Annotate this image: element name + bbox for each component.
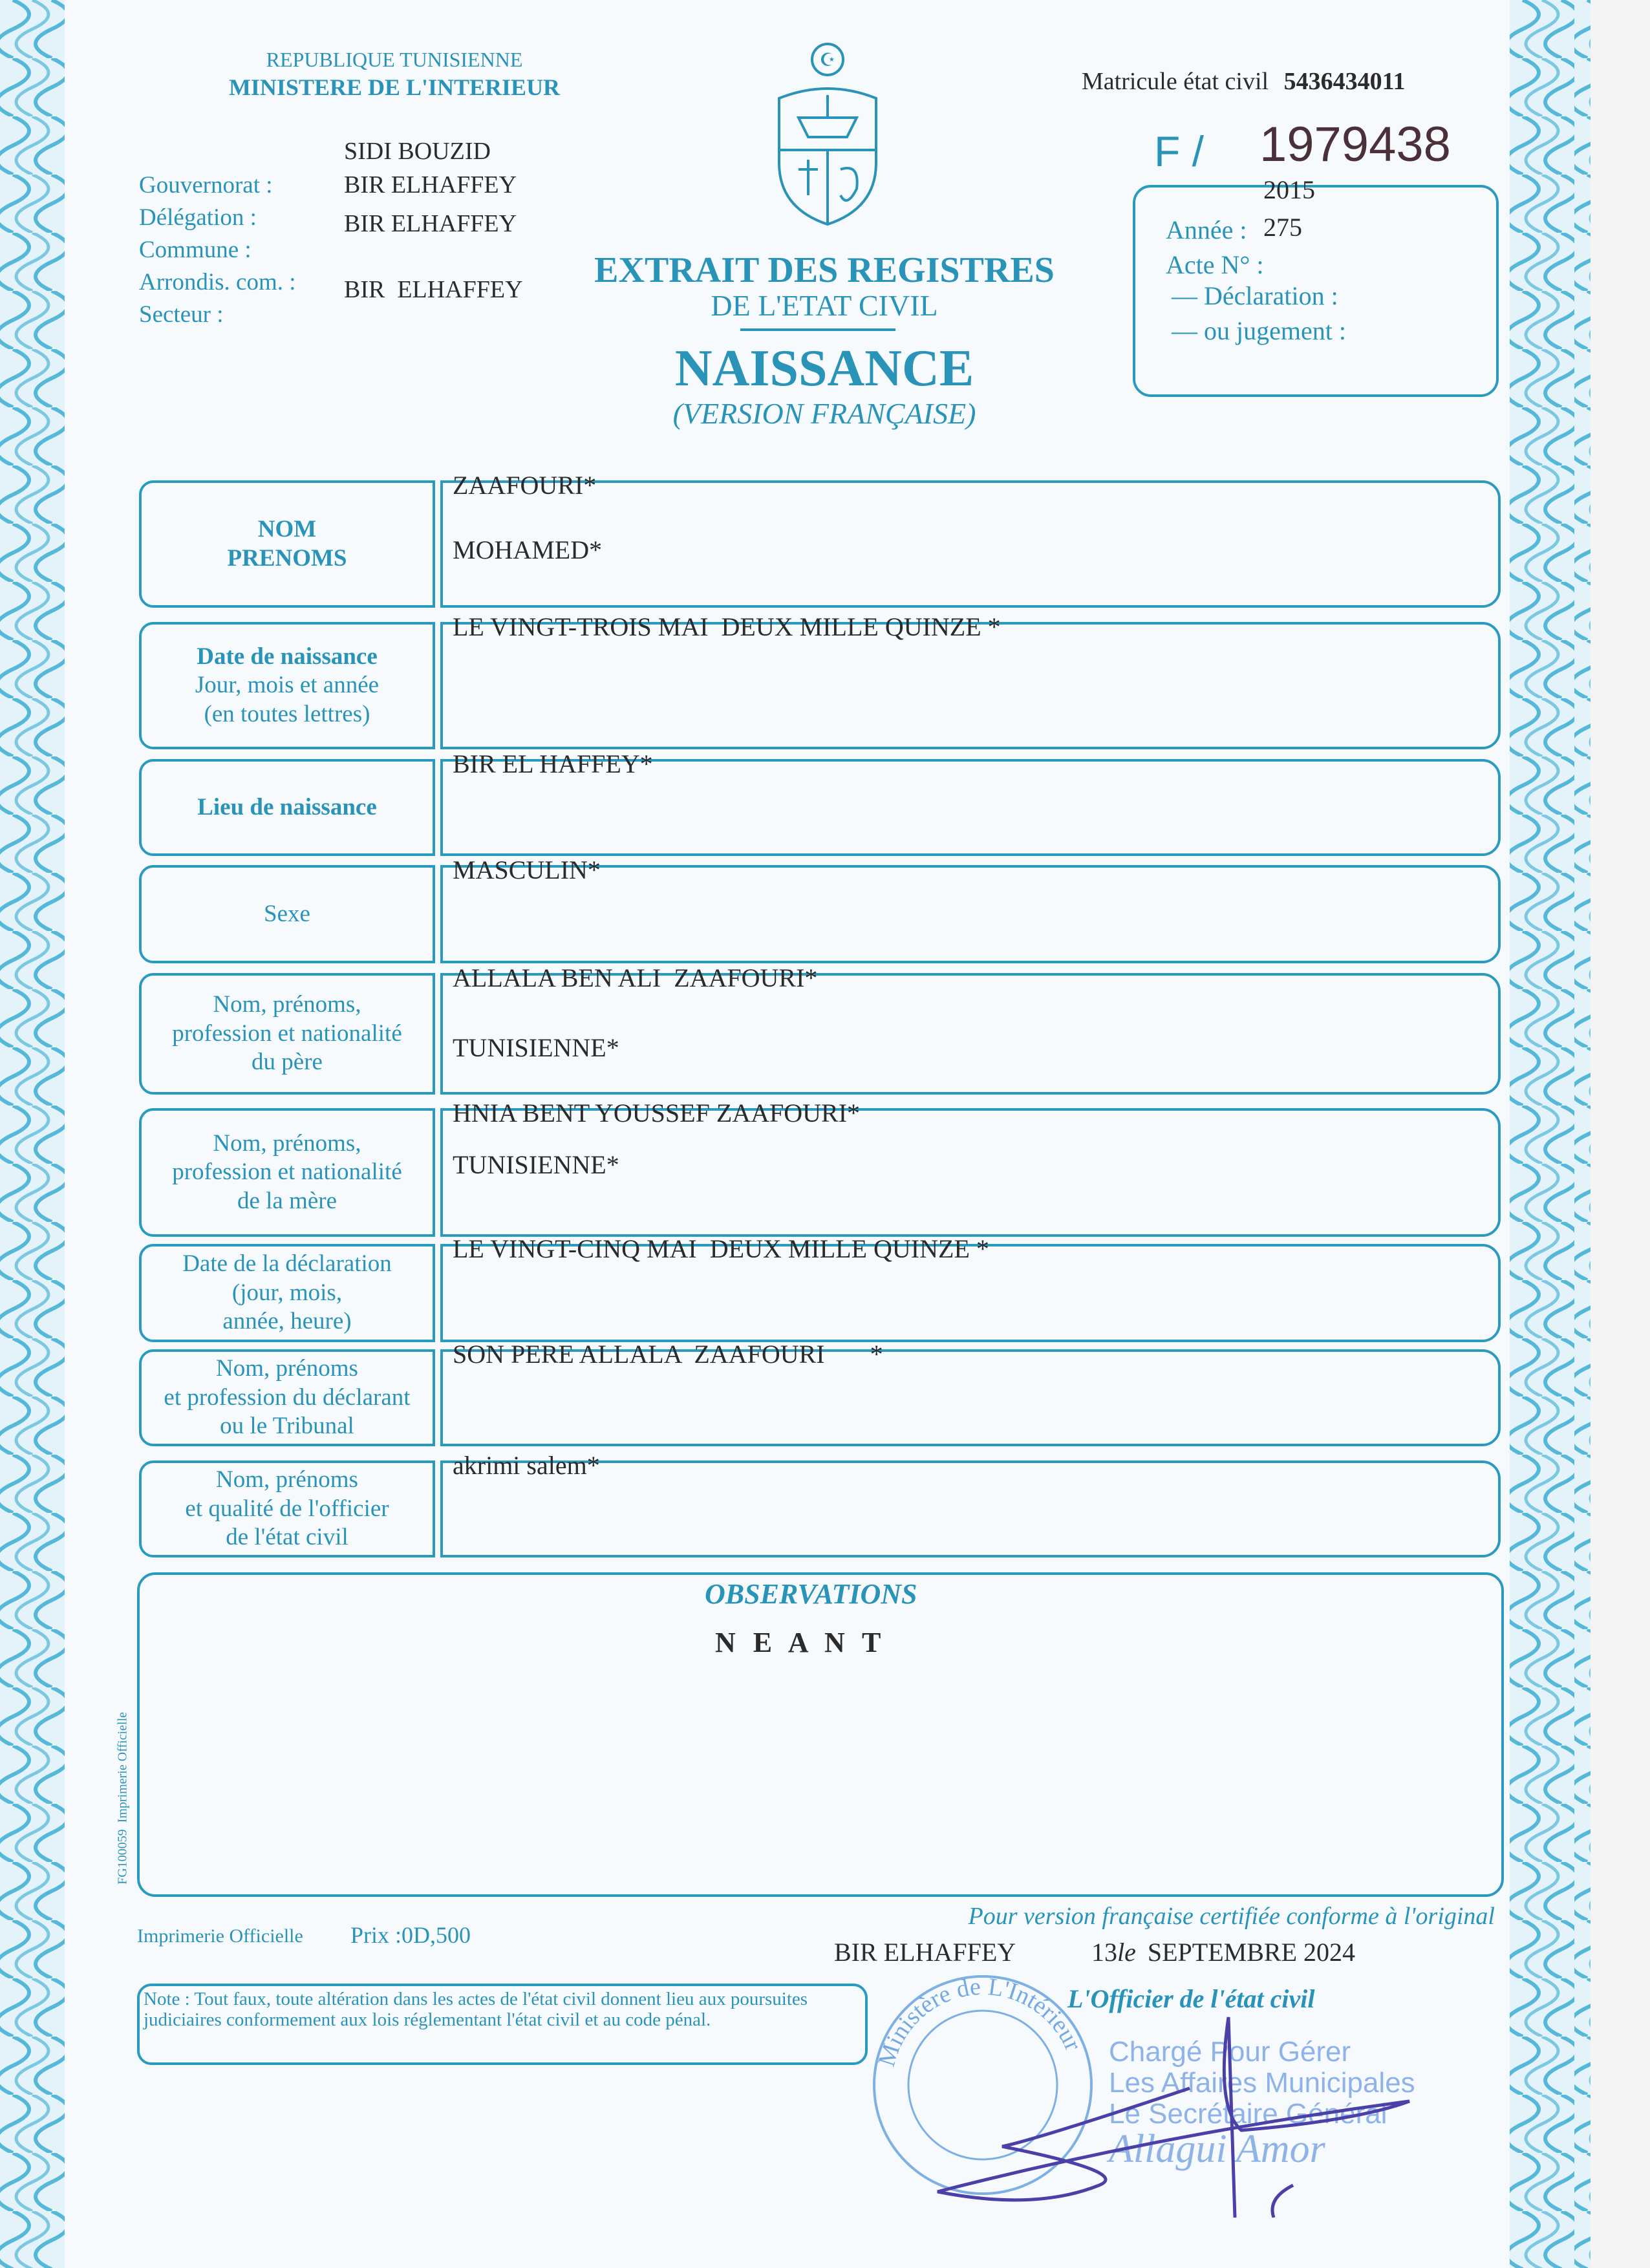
row-label-line: Date de naissance [197,643,378,670]
gouvernorat-value: SIDI BOUZID [344,138,491,165]
row-label-line: année, heure) [222,1308,352,1335]
republic-label: REPUBLIQUE TUNISIENNE [266,48,523,71]
annee-label: Année : [1166,215,1247,244]
title-divider [740,328,895,331]
stamp-line-3: Le Secrétaire Général [1109,2098,1388,2130]
row-label [139,622,435,749]
legal-note: Note : Tout faux, toute altération dans les actes de l'état civil donnent lieu aux poursuites judiciaires conformement aux lois réglementant l'état civil et au code pénal. [144,1989,808,2031]
row-value: LE VINGT-TROIS MAI DEUX MILLE QUINZE * [453,612,1001,641]
row-label [139,1244,435,1342]
row-label [139,480,435,608]
secteur-label: Secteur : [139,301,224,328]
row-label [139,1349,435,1446]
row-value: SON PERE ALLALA ZAAFOURI * [453,1340,883,1369]
row-value: akrimi salem* [453,1451,600,1480]
row-label [139,1460,435,1557]
row-label-line: Nom, prénoms, [213,991,361,1018]
right-guilloche-border [1510,0,1591,2268]
row-label-line: Sexe [264,900,310,927]
price-label: Prix :0D,500 [350,1922,471,1948]
row-label-line: profession et nationalité [172,1159,402,1186]
row-label-line: Lieu de naissance [197,793,377,820]
row-label-line: de l'état civil [226,1524,348,1551]
commune-value: BIR ELHAFFEY [344,210,517,237]
svg-text:☪: ☪ [819,50,836,70]
row-label-line: Date de la déclaration [182,1250,392,1278]
scan-margin [1591,0,1650,2268]
row-value: HNIA BENT YOUSSEF ZAAFOURI* [453,1098,861,1128]
row-label-line: Nom, prénoms [216,1355,358,1382]
gouvernorat-label: Gouvernorat : [139,172,273,198]
delegation-label: Délégation : [139,204,257,231]
serial-prefix: F / [1154,127,1204,175]
row-label-line: profession et nationalité [172,1020,402,1047]
row-label [139,1108,435,1237]
delegation-value: BIR ELHAFFEY [344,171,517,198]
row-label-line: et qualité de l'officier [185,1495,389,1522]
row-label-line: NOM [257,516,317,543]
declaration-label: — Déclaration : [1172,281,1338,310]
acte-label: Acte N° : [1166,250,1264,279]
left-guilloche-border [0,0,65,2268]
observations-box [137,1572,1504,1897]
row-value: BIR EL HAFFEY* [453,749,653,778]
stamp-ring-text: Ministère de L'Intérieur [873,1973,1087,2070]
row-label-line: PRENOMS [227,544,347,572]
row-value: TUNISIENNE* [453,1150,619,1179]
row-label-line: Jour, mois et année [195,672,380,699]
matricule-value: 5436434011 [1283,68,1406,95]
row-label [139,865,435,963]
arrondissement-label: Arrondis. com. : [139,269,296,295]
tunisian-coat-of-arms-icon [763,40,892,228]
row-value: MOHAMED* [453,535,603,564]
issue-date [1091,1937,1355,1967]
officer-title: L'Officier de l'état civil [1067,1984,1315,2013]
row-value: MASCULIN* [453,855,601,884]
row-value: LE VINGT-CINQ MAI DEUX MILLE QUINZE * [453,1234,989,1263]
row-label [139,973,435,1095]
stamp-line-4: Allagui Amor [1109,2127,1325,2171]
matricule-label: Matricule état civil [1082,68,1269,95]
row-value: ALLALA BEN ALI ZAAFOURI* [453,963,818,992]
printer-label: Imprimerie Officielle [137,1925,303,1947]
row-label-line: de la mère [237,1187,338,1214]
row-label [139,759,435,856]
year-value: 2015 [1263,175,1315,204]
form-code: FG100059 Imprimerie Officielle [115,1712,130,1885]
row-value: TUNISIENNE* [453,1033,619,1062]
title-line2: DE L'ETAT CIVIL [711,289,938,322]
document-type-title: NAISSANCE [674,340,974,397]
matricule [1082,67,1406,96]
row-value: ZAAFOURI* [453,471,597,500]
signature [905,1978,1435,2218]
jugement-label: — ou jugement : [1172,316,1346,345]
issue-place: BIR ELHAFFEY [834,1938,1016,1967]
acte-number-value: 275 [1263,213,1302,242]
version-label: (VERSION FRANÇAISE) [672,397,976,430]
ministry-label: MINISTERE DE L'INTERIEUR [228,74,561,100]
observations-label: OBSERVATIONS [705,1578,917,1610]
row-label-line: Nom, prénoms, [213,1129,361,1157]
title-line1: EXTRAIT DES REGISTRES [594,250,1055,290]
row-label-line: et profession du déclarant [164,1384,411,1411]
row-label-line: du père [252,1049,323,1076]
row-label-line: (en toutes lettres) [204,700,370,727]
location-labels [139,169,296,331]
issue-day-suffix: le [1117,1938,1136,1967]
issue-day: 13 [1091,1938,1117,1967]
serial-number: 1979438 [1259,117,1451,172]
issue-month-year: SEPTEMBRE 2024 [1147,1938,1356,1967]
stamp-line-2: Les Affaires Municipales [1109,2067,1415,2099]
arrondissement-value: BIR ELHAFFEY [344,276,523,303]
certified-label: Pour version française certifiée conforme à l'original [968,1903,1495,1930]
commune-label: Commune : [139,237,252,263]
row-label-line: Nom, prénoms [216,1466,358,1493]
stamp-line-1: Chargé Pour Gérer [1109,2036,1351,2068]
row-label-line: ou le Tribunal [220,1413,354,1440]
observations-value: N E A N T [715,1627,886,1658]
row-label-line: (jour, mois, [231,1279,343,1306]
